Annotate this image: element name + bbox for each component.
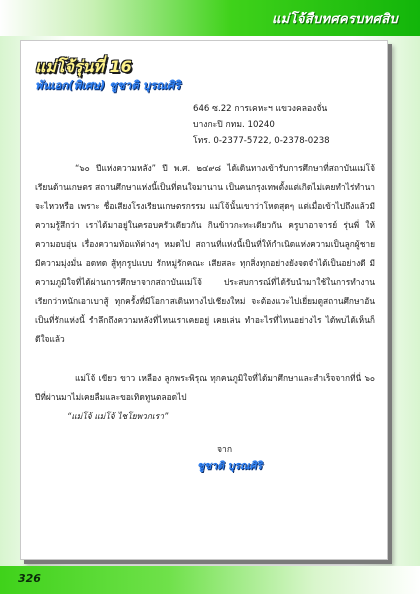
article-card: [20, 40, 388, 560]
footer-bar: [0, 566, 420, 594]
header-title: แม่โจ้สืบทศครบทศสิบ: [272, 12, 398, 27]
address-line: บางกะปิ กทม. 10240: [193, 120, 275, 130]
article-body: [35, 159, 375, 426]
address-line: 646 ซ.22 การเคหะฯ แขวงคลองจั่น: [193, 104, 328, 114]
author-name: พันเอก(พิเศษ) ชูชาติ บุรณศิริ: [35, 78, 181, 92]
section-title: แม่โจ้รุ่นที่ 16: [35, 57, 132, 76]
address-block: [193, 101, 330, 149]
header-banner: [0, 0, 420, 36]
motto-quote: “แม่โจ้ แม่โจ้ ไชโยพวกเรา”: [67, 411, 169, 421]
page-number: 326: [18, 572, 41, 585]
signature: ชูชาติ บุรณศิริ: [197, 460, 262, 472]
address-line: โทร. 0-2377-5722, 0-2378-0238: [193, 136, 330, 146]
body-paragraph: “๖๐ ปีแห่งความหลัง” ปี พ.ศ. ๒๔๙๘ ได้เดินทางเข้ารับการศึกษาที่สถาบันแม่โจ้ เรียนด้านเกษตร สถานศึกษาแห่งนี้เป็นที่ตนใจมานาน เป็นคนกรุงเทพตั้งแต่เกิดไม่เคยทำไร่ทำนาจะไหวหรือ เพราะ ชื่อเสียงโรงเรียนเกษตรกรรม แม่โจ้นั้นเขาว่าโหดสุดๆ แต่เมื่อเข้าไปถึงแล้วมีความรู้สึกว่า เราได้มาอยู่ในครอบครัวเดียวกัน กินข้าวกะทะเดียวกัน ครูบาอาจารย์ รุ่นพี่ ให้ความอบอุ่น เรื่องความท้อแท้ต่างๆ หมดไป สถานที่แห่งนี้เป็นที่ให้กำเนิดแห่งความเป็นลูกผู้ชาย มีความมุ่งมั่น อดทด สู้ทุกรูปแบบ รักหมู่รักคณะ เสียสละ ทุกสิ่งทุกอย่างยังจดจำได้เป็นอย่างดี มีความภูมิใจที่ได้ผ่านการศึกษาจากสถาบันแม่โจ้ ประสบการณ์ที่ได้รับนำมาใช้ในการทำงาน เรียกว่าหนักเอาเบาสู้ ทุกครั้งที่มีโอกาสเดินทางไปเชียงใหม่ จะต้องแวะไปเยี่ยมดูสถานศึกษาอันเป็นที่รักแห่งนี้ รำลึกถึงความหลังที่ไหนเราเคยอยู่ เคยเล่น ทำอะไรที่ไหนอย่างไร ได้พบได้เห็นก็ดีใจแล้ว: [35, 163, 375, 344]
from-label: จาก: [217, 445, 233, 455]
body-paragraph: แม่โจ้ เขียว ขาว เหลือง ลูกพระพิรุณ ทุกคนภูมิใจที่ได้มาศึกษาและสำเร็จจากที่นี่ ๖๐ ปีที่ผ่านมาไม่เคยลืมและขอเทิดทูนตลอดไป: [35, 373, 375, 402]
